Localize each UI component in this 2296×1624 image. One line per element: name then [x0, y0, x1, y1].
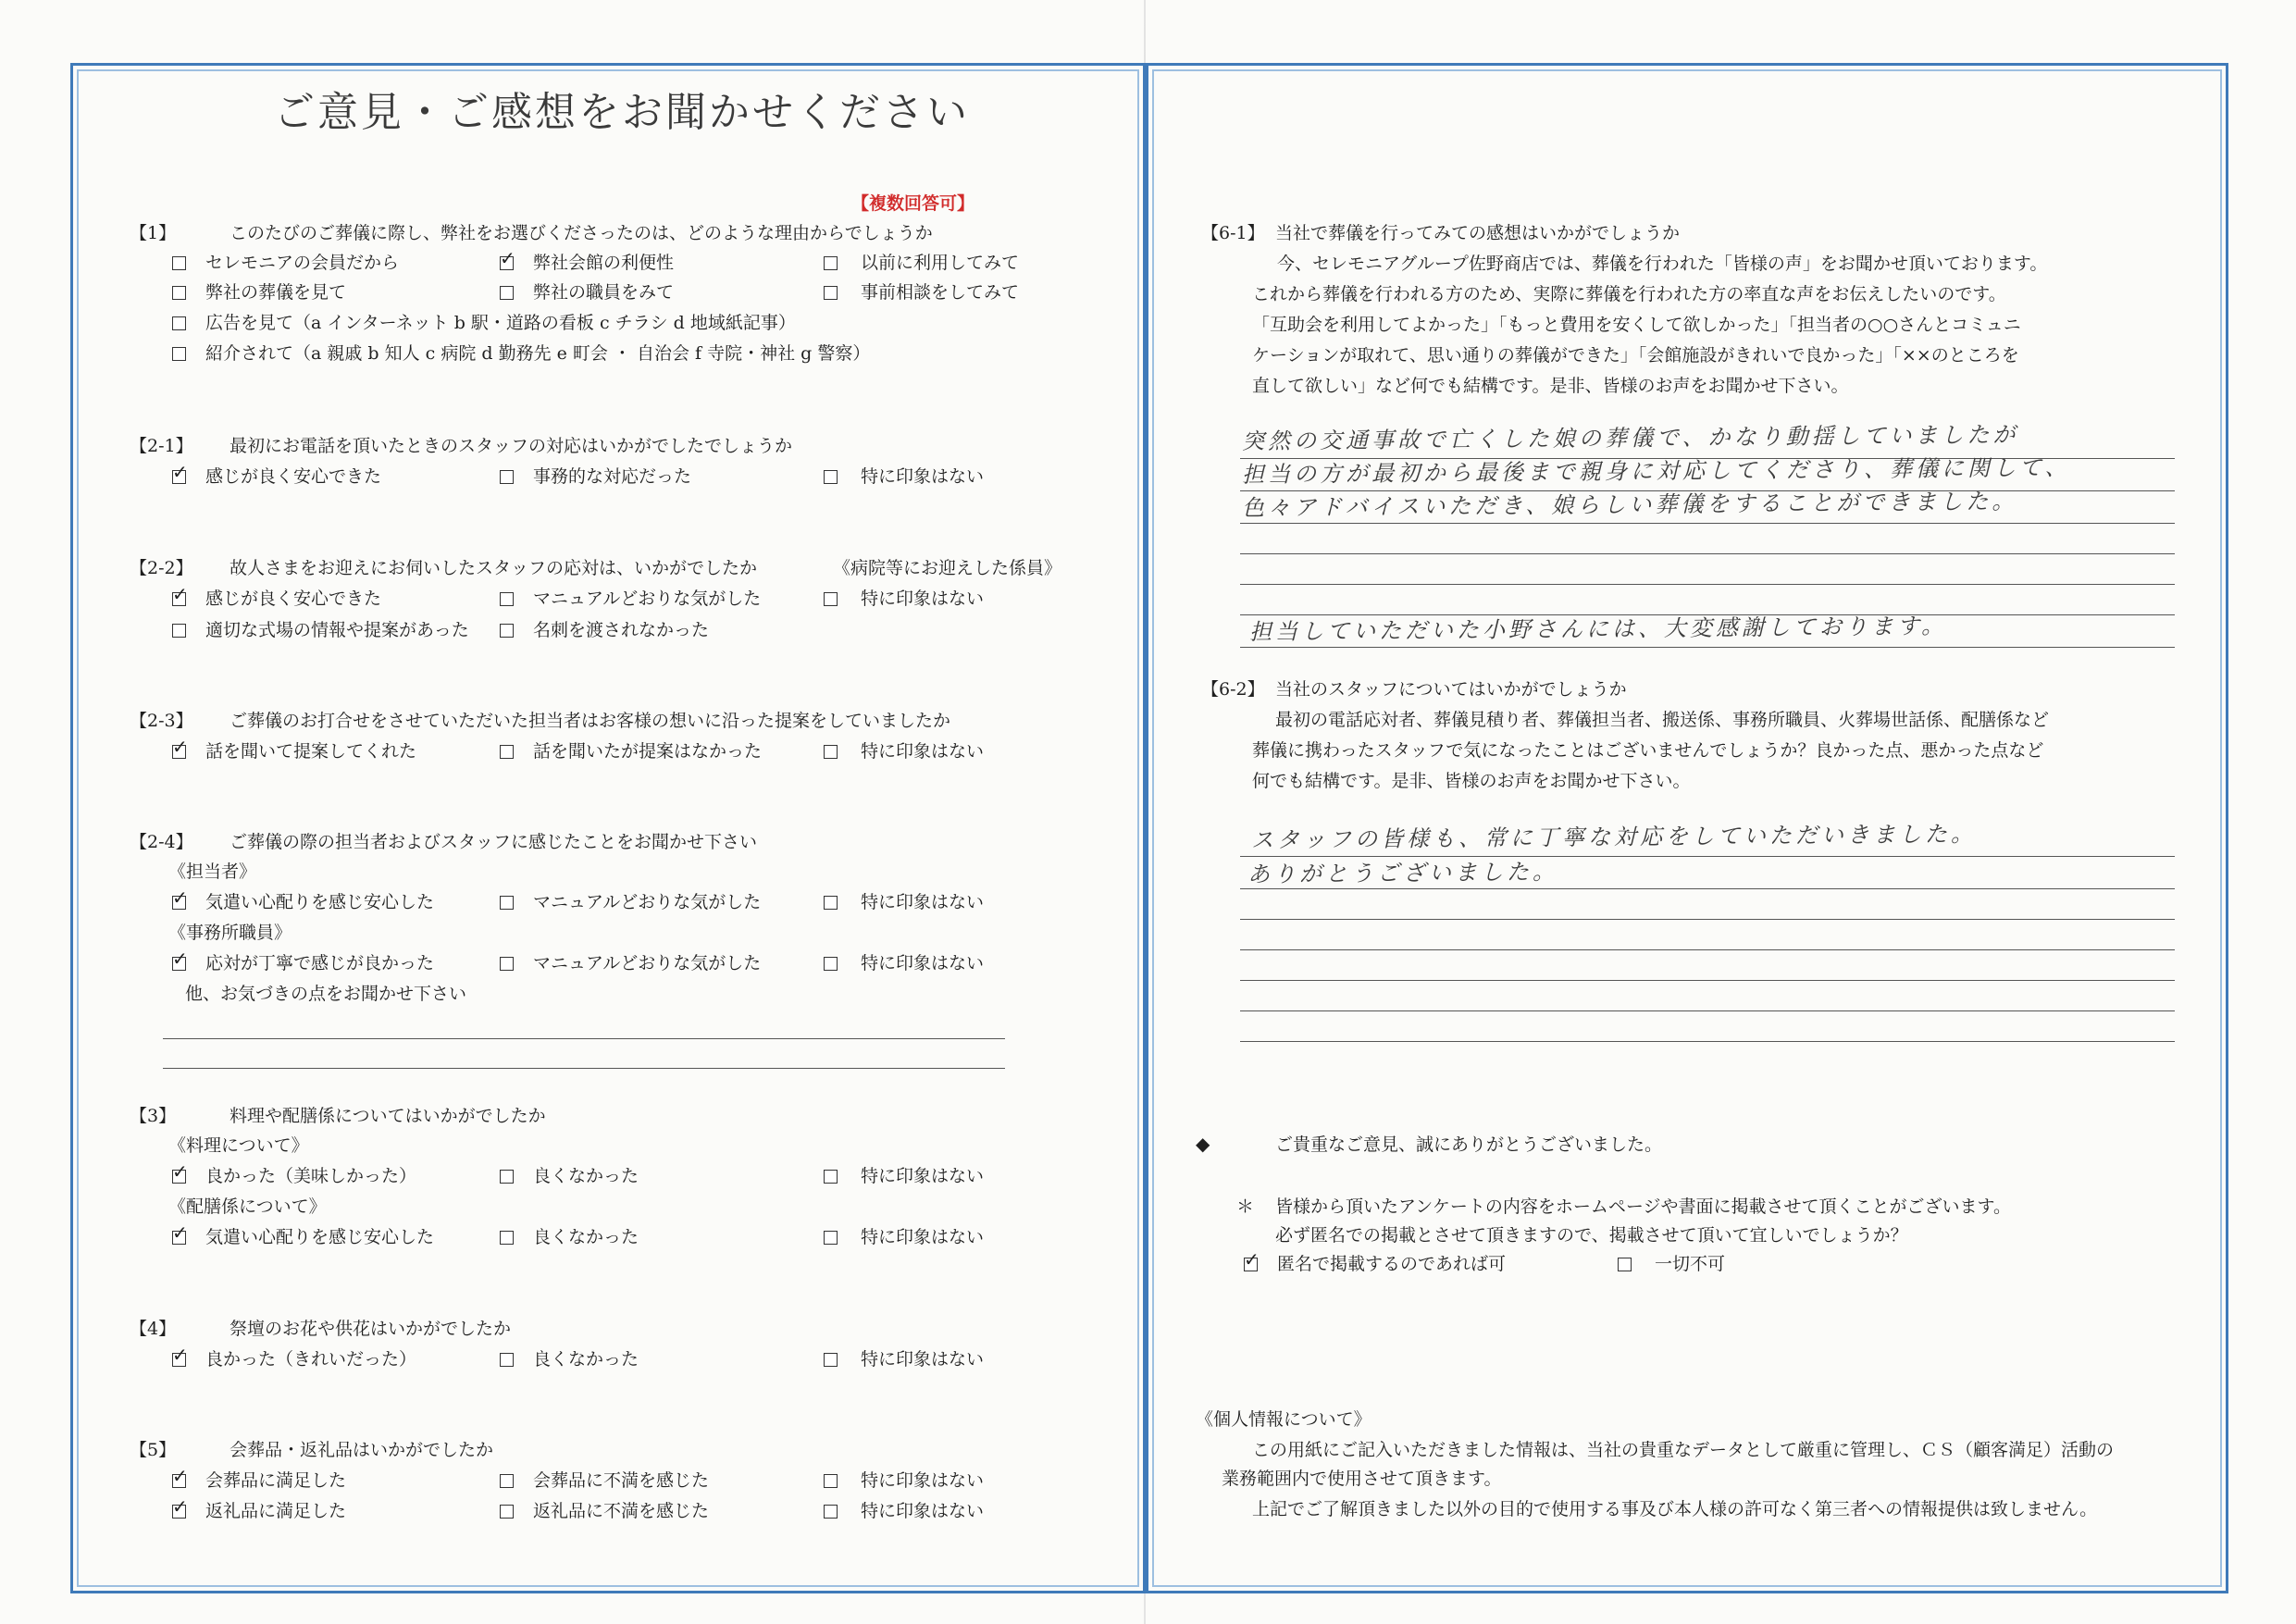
q6-2-body-line: 最初の電話応対者、葬儀見積り者、葬儀担当者、搬送係、事務所職員、火葬場世話係、配膳係など [1275, 710, 2050, 730]
check-icon: ✓ [172, 1495, 188, 1518]
answer-line[interactable] [1240, 888, 2175, 889]
q2-2-option-label: 適切な式場の情報や提案があった [205, 620, 469, 640]
checkbox-icon[interactable] [1618, 1258, 1632, 1271]
checkbox-icon[interactable] [172, 1495, 188, 1519]
checkbox-icon[interactable] [824, 1231, 838, 1245]
q5-option-label: 返礼品に不満を感じた [533, 1501, 710, 1521]
checkbox-icon[interactable] [824, 1505, 838, 1519]
check-icon: ✓ [500, 247, 515, 269]
q3-option-label: 良くなかった [533, 1166, 639, 1186]
checkbox-icon[interactable] [500, 1353, 514, 1367]
q2-1-option-label: 事務的な対応だった [533, 466, 692, 487]
q2-2-number: 【2-2】 [130, 558, 193, 578]
q6-1-question: 当社で葬儀を行ってみての感想はいかがでしょうか [1275, 223, 1681, 243]
q2-3-question: ご葬儀のお打合せをさせていただいた担当者はお客様の想いに沿った提案をしていましたか [230, 711, 951, 731]
q1-option-label: 事前相談をしてみて [861, 282, 1020, 303]
q2-2-option-label: マニュアルどおりな気がした [533, 589, 762, 609]
checkbox-icon[interactable] [500, 1231, 514, 1245]
handwritten-answer-line: ありがとうございました。 [1247, 859, 1559, 887]
answer-line[interactable] [163, 1038, 1005, 1039]
q2-1-option-label: 特に印象はない [861, 466, 985, 487]
publication-note: 皆様から頂いたアンケートの内容をホームページや書面に掲載させて頂くことがございます。 [1275, 1196, 2011, 1217]
answer-line[interactable] [1240, 980, 2175, 981]
checkbox-icon[interactable] [824, 470, 838, 484]
q5-option-label: 返礼品に満足した [205, 1501, 347, 1521]
answer-line[interactable] [1240, 1041, 2175, 1042]
checkbox-icon[interactable] [500, 1474, 514, 1488]
page-title: ご意見・ご感想をお聞かせください [274, 89, 970, 136]
q2-4-question: ご葬儀の際の担当者およびスタッフに感じたことをお聞かせ下さい [230, 832, 758, 852]
handwritten-answer-line: スタッフの皆様も、常に丁寧な対応をしていただいきました。 [1250, 821, 1978, 853]
q5-number: 【5】 [130, 1440, 177, 1460]
check-icon: ✓ [172, 1344, 188, 1366]
q2-2-option-label: 名刺を渡されなかった [533, 620, 710, 640]
q2-3-option-label: 話を聞いて提案してくれた [205, 741, 417, 762]
q2-1-question: 最初にお電話を頂いたときのスタッフの対応はいかがでしたでしょうか [230, 436, 793, 456]
q1-option-label: 以前に利用してみて [861, 253, 1020, 273]
check-icon: ✓ [172, 736, 188, 758]
check-icon: ✓ [172, 583, 188, 605]
q5-option-label: 特に印象はない [861, 1501, 985, 1521]
q6-1-body-line: 今、セレモニアグループ佐野商店では、葬儀を行われた「皆様の声」をお聞かせ頂いております。 [1277, 254, 2048, 274]
answer-line[interactable] [1240, 553, 2175, 554]
q2-4-other-prompt: 他、お気づきの点をお聞かせ下さい [185, 984, 467, 1004]
q5-option-label: 特に印象はない [861, 1470, 985, 1491]
checkbox-icon[interactable] [500, 286, 514, 300]
answer-line[interactable] [163, 1068, 1005, 1069]
check-icon: ✓ [172, 1465, 188, 1487]
check-icon: ✓ [172, 1160, 188, 1183]
checkbox-icon[interactable] [172, 1344, 188, 1367]
privacy-line: この用紙にご記入いただきました情報は、当社の貴重なデータとして厳重に管理し、ＣＳ（顧客満足）活動の [1252, 1440, 2115, 1460]
check-icon: ✓ [172, 948, 188, 970]
answer-line[interactable] [1240, 856, 2175, 857]
q3-option-label: 良くなかった [533, 1227, 639, 1247]
q3-server-label: 《配膳係について》 [168, 1196, 327, 1217]
answer-line[interactable] [1240, 949, 2175, 950]
q1-question: このたびのご葬儀に際し、弊社をお選びくださったのは、どのような理由からでしょうか [230, 223, 933, 243]
checkbox-icon[interactable] [172, 347, 186, 361]
checkbox-icon[interactable] [172, 886, 188, 910]
handwritten-answer-line: 突然の交通事故で亡くした娘の葬儀で、かなり動揺していましたが [1241, 421, 2019, 454]
checkbox-icon[interactable] [172, 948, 188, 971]
checkbox-icon[interactable] [500, 470, 514, 484]
q2-4-option-label: 応対が丁寧で感じが良かった [205, 953, 435, 973]
multi-answer-note: 【複数回答可】 [851, 193, 975, 214]
asterisk-icon: ＊ [1236, 1196, 1255, 1217]
checkbox-icon[interactable] [824, 896, 838, 910]
q6-1-body-line: ケーションが取れて、思い通りの葬儀ができた」「会館施設がきれいで良かった」「××のところを [1252, 345, 2019, 366]
checkbox-icon[interactable] [172, 1160, 188, 1184]
checkbox-icon[interactable] [172, 461, 188, 484]
q2-4-number: 【2-4】 [130, 832, 193, 852]
answer-line[interactable] [1240, 1010, 2175, 1011]
q1-option-label: セレモニアの会員だから [205, 253, 400, 273]
checkbox-icon[interactable] [172, 316, 186, 330]
q1-option-label: 弊社の葬儀を見て [205, 282, 347, 303]
q5-option-label: 会葬品に満足した [205, 1470, 347, 1491]
q4-option-label: 良かった（きれいだった） [205, 1349, 417, 1370]
checkbox-icon[interactable] [824, 286, 838, 300]
q2-4-option-label: 特に印象はない [861, 953, 985, 973]
checkbox-icon[interactable] [172, 286, 186, 300]
checkbox-icon[interactable] [500, 592, 514, 606]
q6-1-body-line: 「互助会を利用してよかった」「もっと費用を安くして欲しかった」「担当者の○○さんとコミュニ [1252, 315, 2021, 335]
q1-option-label: 弊社会館の利便性 [533, 253, 675, 273]
q1-option-label: 紹介されて（a 親戚 b 知人 c 病院 d 勤務先 e 町会 ・ 自治会 f 寺院・神社 g 警察） [205, 343, 871, 364]
checkbox-icon[interactable] [172, 256, 186, 270]
q2-2-note: 《病院等にお迎えした係員》 [833, 558, 1062, 578]
q2-4-office-label: 《事務所職員》 [168, 923, 292, 943]
q2-4-option-label: マニュアルどおりな気がした [533, 953, 762, 973]
privacy-line: 上記でご了解頂きました以外の目的で使用する事及び本人様の許可なく第三者への情報提供は致しません。 [1252, 1499, 2098, 1519]
checkbox-icon[interactable] [172, 1465, 188, 1488]
q6-1-body-line: 直して欲しい」など何でも結構です。是非、皆様のお声をお聞かせ下さい。 [1252, 376, 1849, 396]
handwritten-answer-line: 色々アドバイスいただき、娘らしい葬儀をすることができました。 [1241, 488, 2018, 521]
q4-option-label: 特に印象はない [861, 1349, 985, 1370]
q2-2-option-label: 特に印象はない [861, 589, 985, 609]
check-icon: ✓ [1244, 1248, 1260, 1271]
q6-2-number: 【6-2】 [1201, 679, 1265, 700]
q2-4-option-label: 特に印象はない [861, 892, 985, 912]
q1-option-label: 広告を見て（a インターネット b 駅・道路の看板 c チラシ d 地域紙記事） [205, 313, 796, 333]
q6-2-question: 当社のスタッフについてはいかがでしょうか [1275, 679, 1627, 700]
q2-4-option-label: マニュアルどおりな気がした [533, 892, 762, 912]
q3-option-label: 良かった（美味しかった） [205, 1166, 417, 1186]
diamond-icon: ◆ [1196, 1133, 1210, 1155]
q1-option-label: 弊社の職員をみて [533, 282, 675, 303]
checkbox-icon[interactable] [824, 1353, 838, 1367]
checkbox-icon[interactable] [172, 583, 188, 606]
closing-thanks: ご貴重なご意見、誠にありがとうございました。 [1275, 1134, 1663, 1155]
checkbox-icon[interactable] [824, 745, 838, 759]
answer-line[interactable] [1240, 523, 2175, 524]
checkbox-icon[interactable] [824, 1474, 838, 1488]
q3-food-label: 《料理について》 [168, 1135, 309, 1156]
checkbox-icon[interactable] [1244, 1248, 1260, 1271]
q5-option-label: 会葬品に不満を感じた [533, 1470, 710, 1491]
q6-2-body-line: 何でも結構です。是非、皆様のお声をお聞かせ下さい。 [1252, 771, 1691, 791]
checkbox-icon[interactable] [824, 256, 838, 270]
checkbox-icon[interactable] [500, 745, 514, 759]
q5-question: 会葬品・返礼品はいかがでしたか [230, 1440, 494, 1460]
checkbox-icon[interactable] [172, 624, 186, 638]
q3-option-label: 気遣い心配りを感じ安心した [205, 1227, 435, 1247]
q2-4-option-label: 気遣い心配りを感じ安心した [205, 892, 435, 912]
checkbox-icon[interactable] [500, 896, 514, 910]
checkbox-icon[interactable] [500, 624, 514, 638]
handwritten-answer-line: 担当の方が最初から最後まで親身に対応してくださり、葬儀に関して、 [1241, 454, 2071, 488]
q6-1-body-line: これから葬儀を行われる方のため、実際に葬儀を行われた方の率直な声をお伝えしたいのです。 [1252, 284, 2006, 304]
q6-1-number: 【6-1】 [1201, 223, 1265, 243]
checkbox-icon[interactable] [500, 247, 515, 270]
answer-line[interactable] [1240, 919, 2175, 920]
q2-3-option-label: 話を聞いたが提案はなかった [533, 741, 763, 762]
q2-4-staff-label: 《担当者》 [168, 862, 257, 882]
q3-number: 【3】 [130, 1106, 177, 1126]
checkbox-icon[interactable] [172, 1221, 188, 1245]
q2-3-option-label: 特に印象はない [861, 741, 985, 762]
checkbox-icon[interactable] [824, 1170, 838, 1184]
handwritten-answer-line: 担当していただいた小野さんには、大変感謝しております。 [1248, 613, 1948, 645]
publish-option-label: 匿名で掲載するのであれば可 [1277, 1254, 1507, 1274]
q3-option-label: 特に印象はない [861, 1166, 985, 1186]
checkbox-icon[interactable] [824, 957, 838, 971]
checkbox-icon[interactable] [500, 957, 514, 971]
checkbox-icon[interactable] [500, 1170, 514, 1184]
publish-option-label: 一切不可 [1655, 1254, 1726, 1274]
q4-number: 【4】 [130, 1319, 177, 1339]
q2-2-option-label: 感じが良く安心できた [205, 589, 382, 609]
q2-3-number: 【2-3】 [130, 711, 193, 731]
checkbox-icon[interactable] [500, 1505, 514, 1519]
check-icon: ✓ [172, 1221, 188, 1244]
answer-line[interactable] [1240, 647, 2175, 648]
q2-1-option-label: 感じが良く安心できた [205, 466, 382, 487]
q3-option-label: 特に印象はない [861, 1227, 985, 1247]
check-icon: ✓ [172, 886, 188, 909]
q2-2-question: 故人さまをお迎えにお伺いしたスタッフの応対は、いかがでしたか [230, 558, 758, 578]
q2-1-number: 【2-1】 [130, 436, 193, 456]
anonymous-note: 必ず匿名での掲載とさせて頂きますので、掲載させて頂いて宜しいでしょうか？ [1275, 1225, 1908, 1246]
q6-2-body-line: 葬儀に携わったスタッフで気になったことはございませんでしょうか？良かった点、悪かった点など [1252, 740, 2044, 761]
checkbox-icon[interactable] [824, 592, 838, 606]
q3-question: 料理や配膳係についてはいかがでしたか [230, 1106, 546, 1126]
privacy-heading: 《個人情報について》 [1196, 1409, 1371, 1430]
q4-option-label: 良くなかった [533, 1349, 639, 1370]
check-icon: ✓ [172, 461, 188, 483]
checkbox-icon[interactable] [172, 736, 188, 759]
answer-line[interactable] [1240, 584, 2175, 585]
q4-question: 祭壇のお花や供花はいかがでしたか [230, 1319, 512, 1339]
q1-number: 【1】 [130, 223, 177, 243]
privacy-line: 業務範囲内で使用させて頂きます。 [1222, 1469, 1502, 1489]
